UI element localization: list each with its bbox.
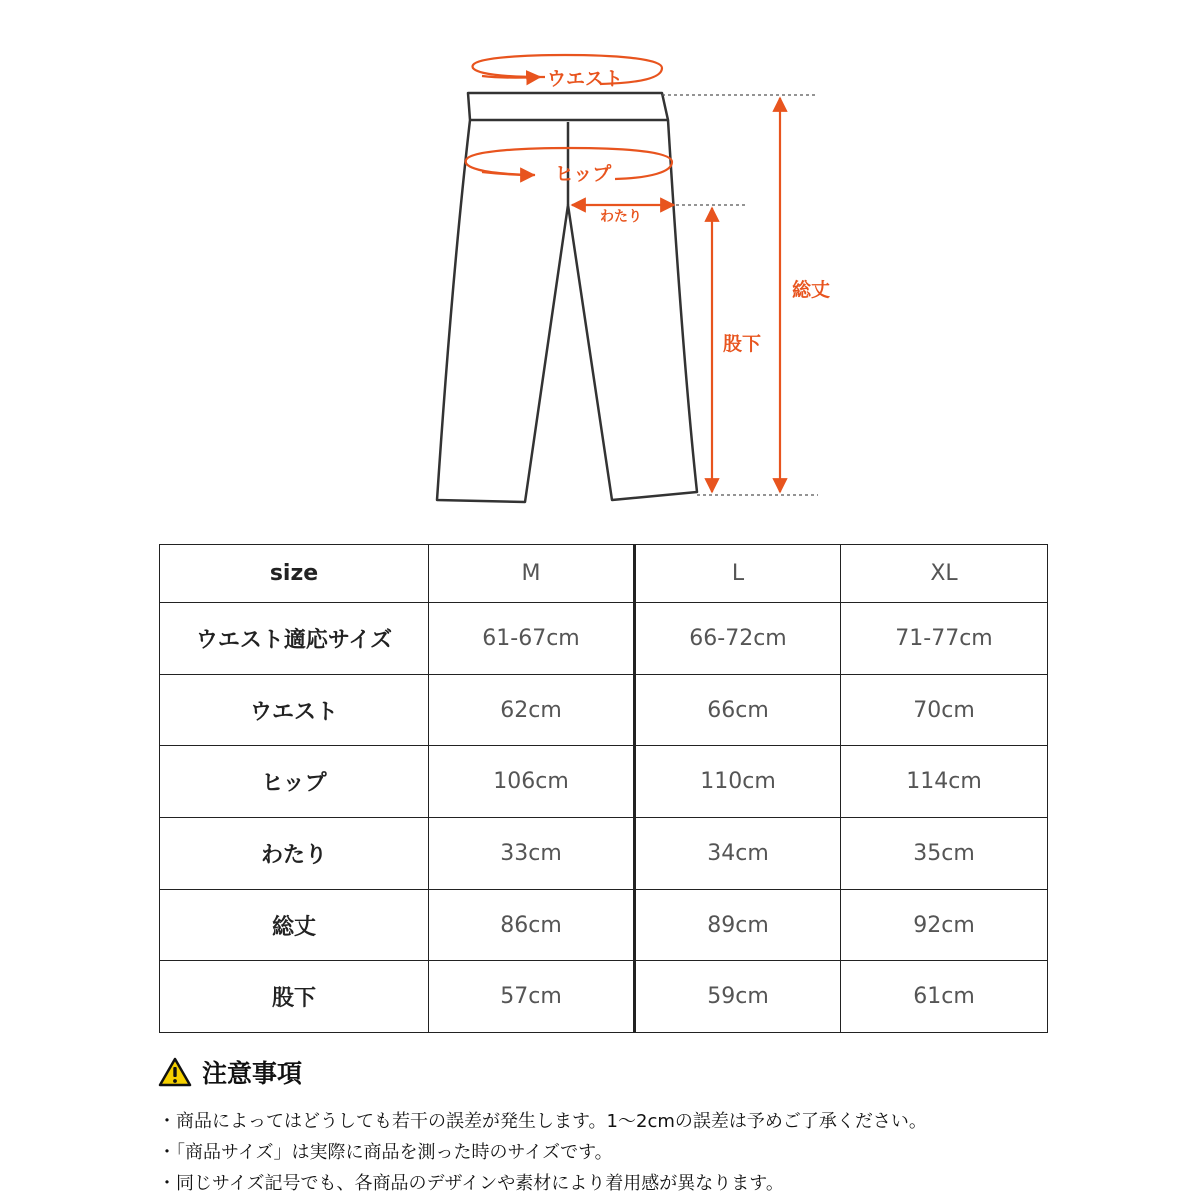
column-header-l: L bbox=[635, 545, 841, 603]
table-corner-cell: size bbox=[160, 545, 429, 603]
cell-value: 59cm bbox=[635, 961, 841, 1033]
cell-value: 61-67cm bbox=[429, 603, 635, 675]
table-row bbox=[160, 818, 1048, 890]
notes-header bbox=[158, 1052, 1158, 1092]
row-label: わたり bbox=[160, 818, 429, 890]
cell-value: 34cm bbox=[635, 818, 841, 890]
cell-value: 86cm bbox=[429, 889, 635, 961]
cell-value: 89cm bbox=[635, 889, 841, 961]
warning-icon bbox=[158, 1057, 192, 1087]
cell-value: 33cm bbox=[429, 818, 635, 890]
cell-value: 70cm bbox=[841, 674, 1048, 746]
table-row bbox=[160, 889, 1048, 961]
inseam-measure bbox=[712, 208, 761, 492]
cell-value: 62cm bbox=[429, 674, 635, 746]
total-length-label: 総丈 bbox=[791, 279, 831, 301]
thigh-measure bbox=[572, 205, 674, 225]
note-item: ・同じサイズ記号でも、各商品のデザインや素材により着用感が異なります。 bbox=[158, 1173, 784, 1194]
waist-label: ウエスト bbox=[546, 68, 624, 90]
table-row bbox=[160, 674, 1048, 746]
cell-value: 71-77cm bbox=[841, 603, 1048, 675]
notes-list bbox=[158, 1106, 1158, 1199]
column-header-xl: XL bbox=[841, 545, 1048, 603]
cell-value: 66-72cm bbox=[635, 603, 841, 675]
cell-value: 61cm bbox=[841, 961, 1048, 1033]
row-label: ウエスト bbox=[160, 674, 429, 746]
hip-label: ヒップ bbox=[554, 163, 612, 185]
table-row bbox=[160, 603, 1048, 675]
waist-measure bbox=[473, 55, 662, 90]
size-table bbox=[159, 544, 1048, 1033]
note-item: ・商品によってはどうしても若干の誤差が発生します。1〜2cmの誤差は予めご了承ください。 bbox=[158, 1111, 927, 1132]
cell-value: 106cm bbox=[429, 746, 635, 818]
column-header-m: M bbox=[429, 545, 635, 603]
pants-measurement-diagram bbox=[0, 0, 1200, 540]
cell-value: 66cm bbox=[635, 674, 841, 746]
note-item: ・「商品サイズ」は実際に商品を測った時のサイズです。 bbox=[158, 1142, 613, 1163]
row-label: 総丈 bbox=[160, 889, 429, 961]
row-label: ヒップ bbox=[160, 746, 429, 818]
cell-value: 110cm bbox=[635, 746, 841, 818]
table-header-row bbox=[160, 545, 1048, 603]
row-label: 股下 bbox=[160, 961, 429, 1033]
cell-value: 35cm bbox=[841, 818, 1048, 890]
table-row bbox=[160, 746, 1048, 818]
table-row bbox=[160, 961, 1048, 1033]
inseam-label: 股下 bbox=[722, 333, 762, 355]
row-label: ウエスト適応サイズ bbox=[160, 603, 429, 675]
thigh-label: わたり bbox=[600, 209, 642, 225]
total-length-measure bbox=[780, 98, 830, 492]
notes-title: 注意事項 bbox=[202, 1059, 303, 1088]
cell-value: 114cm bbox=[841, 746, 1048, 818]
cell-value: 57cm bbox=[429, 961, 635, 1033]
notes-section bbox=[158, 1052, 1158, 1199]
cell-value: 92cm bbox=[841, 889, 1048, 961]
